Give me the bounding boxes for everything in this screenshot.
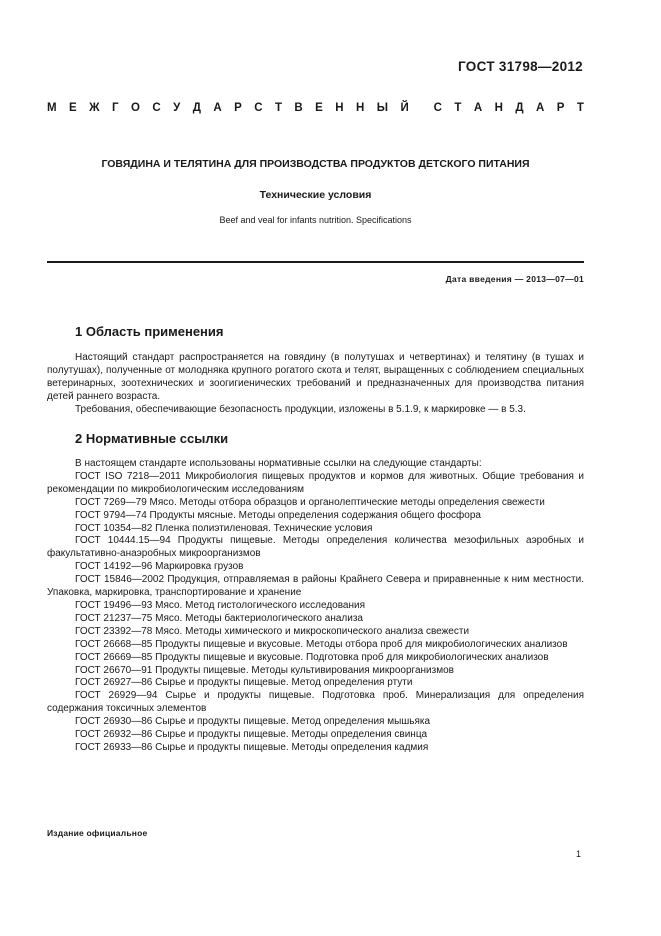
banner-letter: С [433, 102, 442, 114]
banner-letter: Н [335, 102, 344, 114]
english-title: Beef and veal for infants nutrition. Specifications [219, 215, 412, 225]
reference-item: ГОСТ 26927—86 Сырье и продукты пищевые. Метод определения ртути [75, 677, 413, 689]
interstate-standard-banner [47, 102, 584, 114]
banner-letter: Н [356, 102, 365, 114]
section-2-body [47, 458, 584, 755]
header-divider [47, 261, 584, 263]
section-1-heading: 1 Область применения [75, 324, 224, 339]
banner-letter: Е [69, 102, 77, 114]
banner-letter: У [173, 102, 181, 114]
reference-item: ГОСТ 23392—78 Мясо. Методы химического и микроскопического анализа свежести [75, 625, 470, 637]
banner-letter: Ы [376, 102, 389, 114]
introduction-date: Дата введения — 2013—07—01 [445, 274, 584, 284]
reference-item: ГОСТ 10444.15—94 Продукты пищевые. Методы определения количества мезофильных аэробных и факультативно-анаэробных микроорганизмов [47, 535, 584, 560]
banner-letter: О [130, 102, 140, 114]
banner-letter: Т [274, 102, 282, 114]
banner-letter: Д [515, 102, 524, 114]
reference-item: ГОСТ 21237—75 Мясо. Методы бактериологического анализа [75, 612, 363, 624]
document-code: ГОСТ 31798—2012 [458, 59, 583, 74]
section-2-heading: 2 Нормативные ссылки [75, 431, 229, 446]
section-1-body [47, 352, 584, 417]
banner-letter: Р [234, 102, 242, 114]
banner-letter: А [213, 102, 222, 114]
reference-item: ГОСТ 26670—91 Продукты пищевые. Методы культивирования микроорганизмов [75, 664, 454, 676]
banner-letter: Ж [89, 102, 100, 114]
page-number: 1 [575, 849, 581, 859]
reference-item: ГОСТ 26933—86 Сырье и продукты пищевые. Методы определения кадмия [75, 741, 429, 753]
reference-item: ГОСТ 9794—74 Продукты мясные. Методы определения содержания общего фосфора [75, 509, 481, 521]
banner-letter: А [473, 102, 483, 114]
banner-letter: Т [576, 102, 584, 114]
banner-letter: В [294, 102, 303, 114]
banner-letter: Е [315, 102, 323, 114]
section-1-paragraph: Настоящий стандарт распространяется на говядину (в полутушах и четвертинах) и телятину (в тушах и полутушах), полученные от молодняка крупного рогатого скота и телят, выращенных с соблюдением специальных ветеринарных, зоотехнических и зоогигиенических требований и предназначенных для производства питания детей раннего возраста. [47, 352, 584, 402]
reference-item: ГОСТ 26929—94 Сырье и продукты пищевые. Подготовка проб. Минерализация для определения содержания токсичных элементов [47, 690, 584, 715]
reference-item: ГОСТ 26930—86 Сырье и продукты пищевые. Метод определения мышьяка [75, 716, 431, 728]
reference-item: ГОСТ 10354—82 Пленка полиэтиленовая. Технические условия [75, 522, 373, 534]
banner-letter: Р [556, 102, 565, 114]
reference-item: ГОСТ 15846—2002 Продукция, отправляемая в районы Крайнего Севера и приравненные к ним местности. Упаковка, маркировка, транспортирование и хранение [47, 574, 584, 599]
reference-item: ГОСТ 7269—79 Мясо. Методы отбора образцов и органолептические методы определения свежести [75, 496, 545, 508]
normative-references-list [47, 471, 584, 755]
banner-letter: А [535, 102, 545, 114]
reference-item: ГОСТ 14192—96 Маркировка грузов [75, 561, 244, 573]
banner-letter: Д [192, 102, 201, 114]
banner-letter: М [47, 102, 57, 114]
section-1-paragraph: Требования, обеспечивающие безопасность продукции, изложены в 5.1.9, к маркировке — в 5.3. [75, 403, 526, 415]
reference-item: ГОСТ 26669—85 Продукты пищевые и вкусовые. Подготовка проб для микробиологических анализов [75, 651, 549, 663]
document-title: ГОВЯДИНА И ТЕЛЯТИНА ДЛЯ ПРОИЗВОДСТВА ПРОДУКТОВ ДЕТСКОГО ПИТАНИЯ [101, 158, 530, 170]
section-2-intro: В настоящем стандарте использованы нормативные ссылки на следующие стандарты: [75, 458, 482, 469]
banner-letter: С [254, 102, 263, 114]
banner-letter: Й [400, 102, 409, 114]
banner-letter: С [152, 102, 161, 114]
reference-item: ГОСТ 26668—85 Продукты пищевые и вкусовые. Методы отбора проб для микробиологических анализов [75, 638, 568, 650]
banner-letter: Т [454, 102, 462, 114]
banner-letter: Г [111, 102, 119, 114]
reference-item: ГОСТ 19496—93 Мясо. Метод гистологического исследования [75, 599, 366, 611]
reference-item: ГОСТ ISO 7218—2011 Микробиология пищевых продуктов и кормов для животных. Общие требования и рекомендации по микробиологическим исследованиям [47, 470, 584, 495]
reference-item: ГОСТ 26932—86 Сырье и продукты пищевые. Методы определения свинца [75, 729, 428, 741]
banner-letter: Н [494, 102, 503, 114]
document-subtitle: Технические условия [259, 189, 372, 201]
official-edition-note: Издание официальное [47, 828, 148, 838]
